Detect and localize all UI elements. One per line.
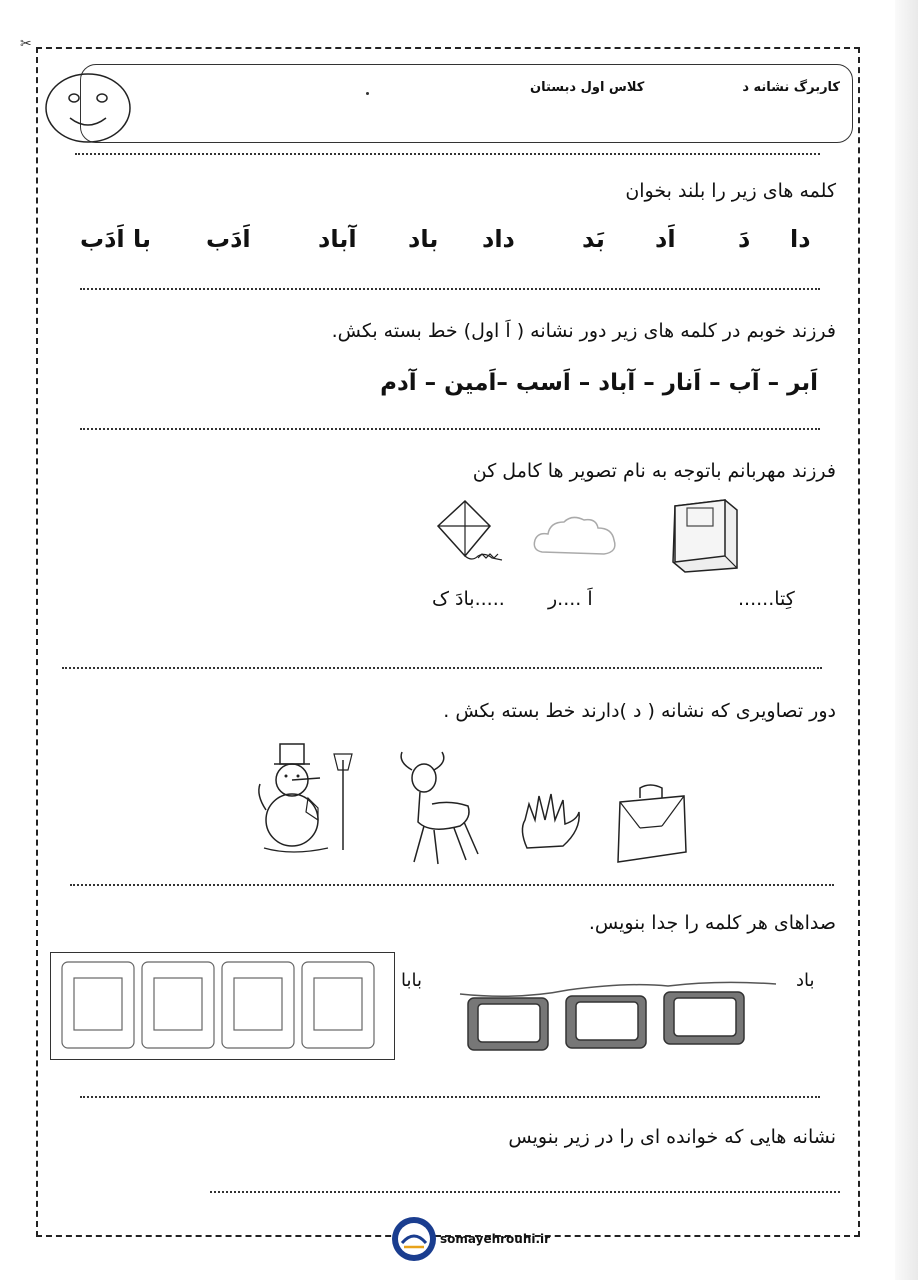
section6-instruction: نشانه هایی که خوانده ای را در زیر بنویس [508, 1126, 836, 1148]
deer-icon [390, 742, 490, 867]
read-word: بَد [582, 225, 605, 253]
read-word: با اَدَب [80, 225, 152, 253]
header-dot [366, 92, 369, 95]
read-word: اَد [655, 225, 676, 253]
fill-blank-cloud: اَ ....ر [548, 588, 593, 610]
read-word: باد [408, 225, 439, 253]
hand-icon [515, 790, 585, 855]
snowman-icon [248, 740, 358, 860]
kite-icon [430, 498, 510, 573]
header-box [80, 64, 853, 143]
divider-1 [75, 153, 820, 155]
fill-blank-book: کِتا...... [738, 588, 795, 610]
class-label: کلاس اول دبستان [530, 80, 645, 95]
section5-instruction: صداهای هر کلمه را جدا بنویس. [588, 912, 836, 934]
cloud-icon [530, 512, 620, 562]
read-word: اَدَب [206, 225, 251, 253]
divider-4 [62, 667, 822, 669]
picture-frames-icon [58, 958, 388, 1054]
site-logo-icon [390, 1215, 438, 1263]
bag-icon [610, 782, 690, 867]
clothesline-icon [458, 976, 778, 1056]
worksheet-title: کاربرگ نشانه د [742, 80, 840, 95]
footer-url: somayehrouhi.ir [440, 1232, 551, 1246]
smiley-icon [44, 70, 134, 150]
read-word: دَ [738, 225, 751, 253]
read-word: آباد [318, 225, 357, 253]
answer-line [210, 1191, 840, 1193]
divider-3 [80, 428, 820, 430]
section3-instruction: فرزند مهربانم باتوجه به نام تصویر ها کامل کن [472, 460, 836, 482]
section2-instruction: فرزند خوبم در کلمه های زیر دور نشانه ( اَ اول) خط بسته بکش. [331, 320, 836, 342]
section4-instruction: دور تصاویری که نشانه ( د )دارند خط بسته بکش . [443, 700, 836, 722]
section1-instruction: کلمه های زیر را بلند بخوان [625, 180, 836, 202]
fill-blank-kite: .....بادَ ک [432, 588, 505, 610]
scissors-icon: ✂ [20, 36, 32, 52]
word-baba: بابا [401, 970, 422, 991]
divider-5 [70, 884, 834, 886]
divider-2 [80, 288, 820, 290]
book-icon [665, 498, 745, 573]
section2-words: اَبر – آب – اَنار – آباد – اَسب –اَمین – آدم [380, 370, 818, 396]
read-word: دا [790, 225, 811, 253]
page-edge-shadow [895, 0, 918, 1280]
divider-6 [80, 1096, 820, 1098]
word-bad: باد [796, 970, 815, 991]
read-word: داد [482, 225, 515, 253]
